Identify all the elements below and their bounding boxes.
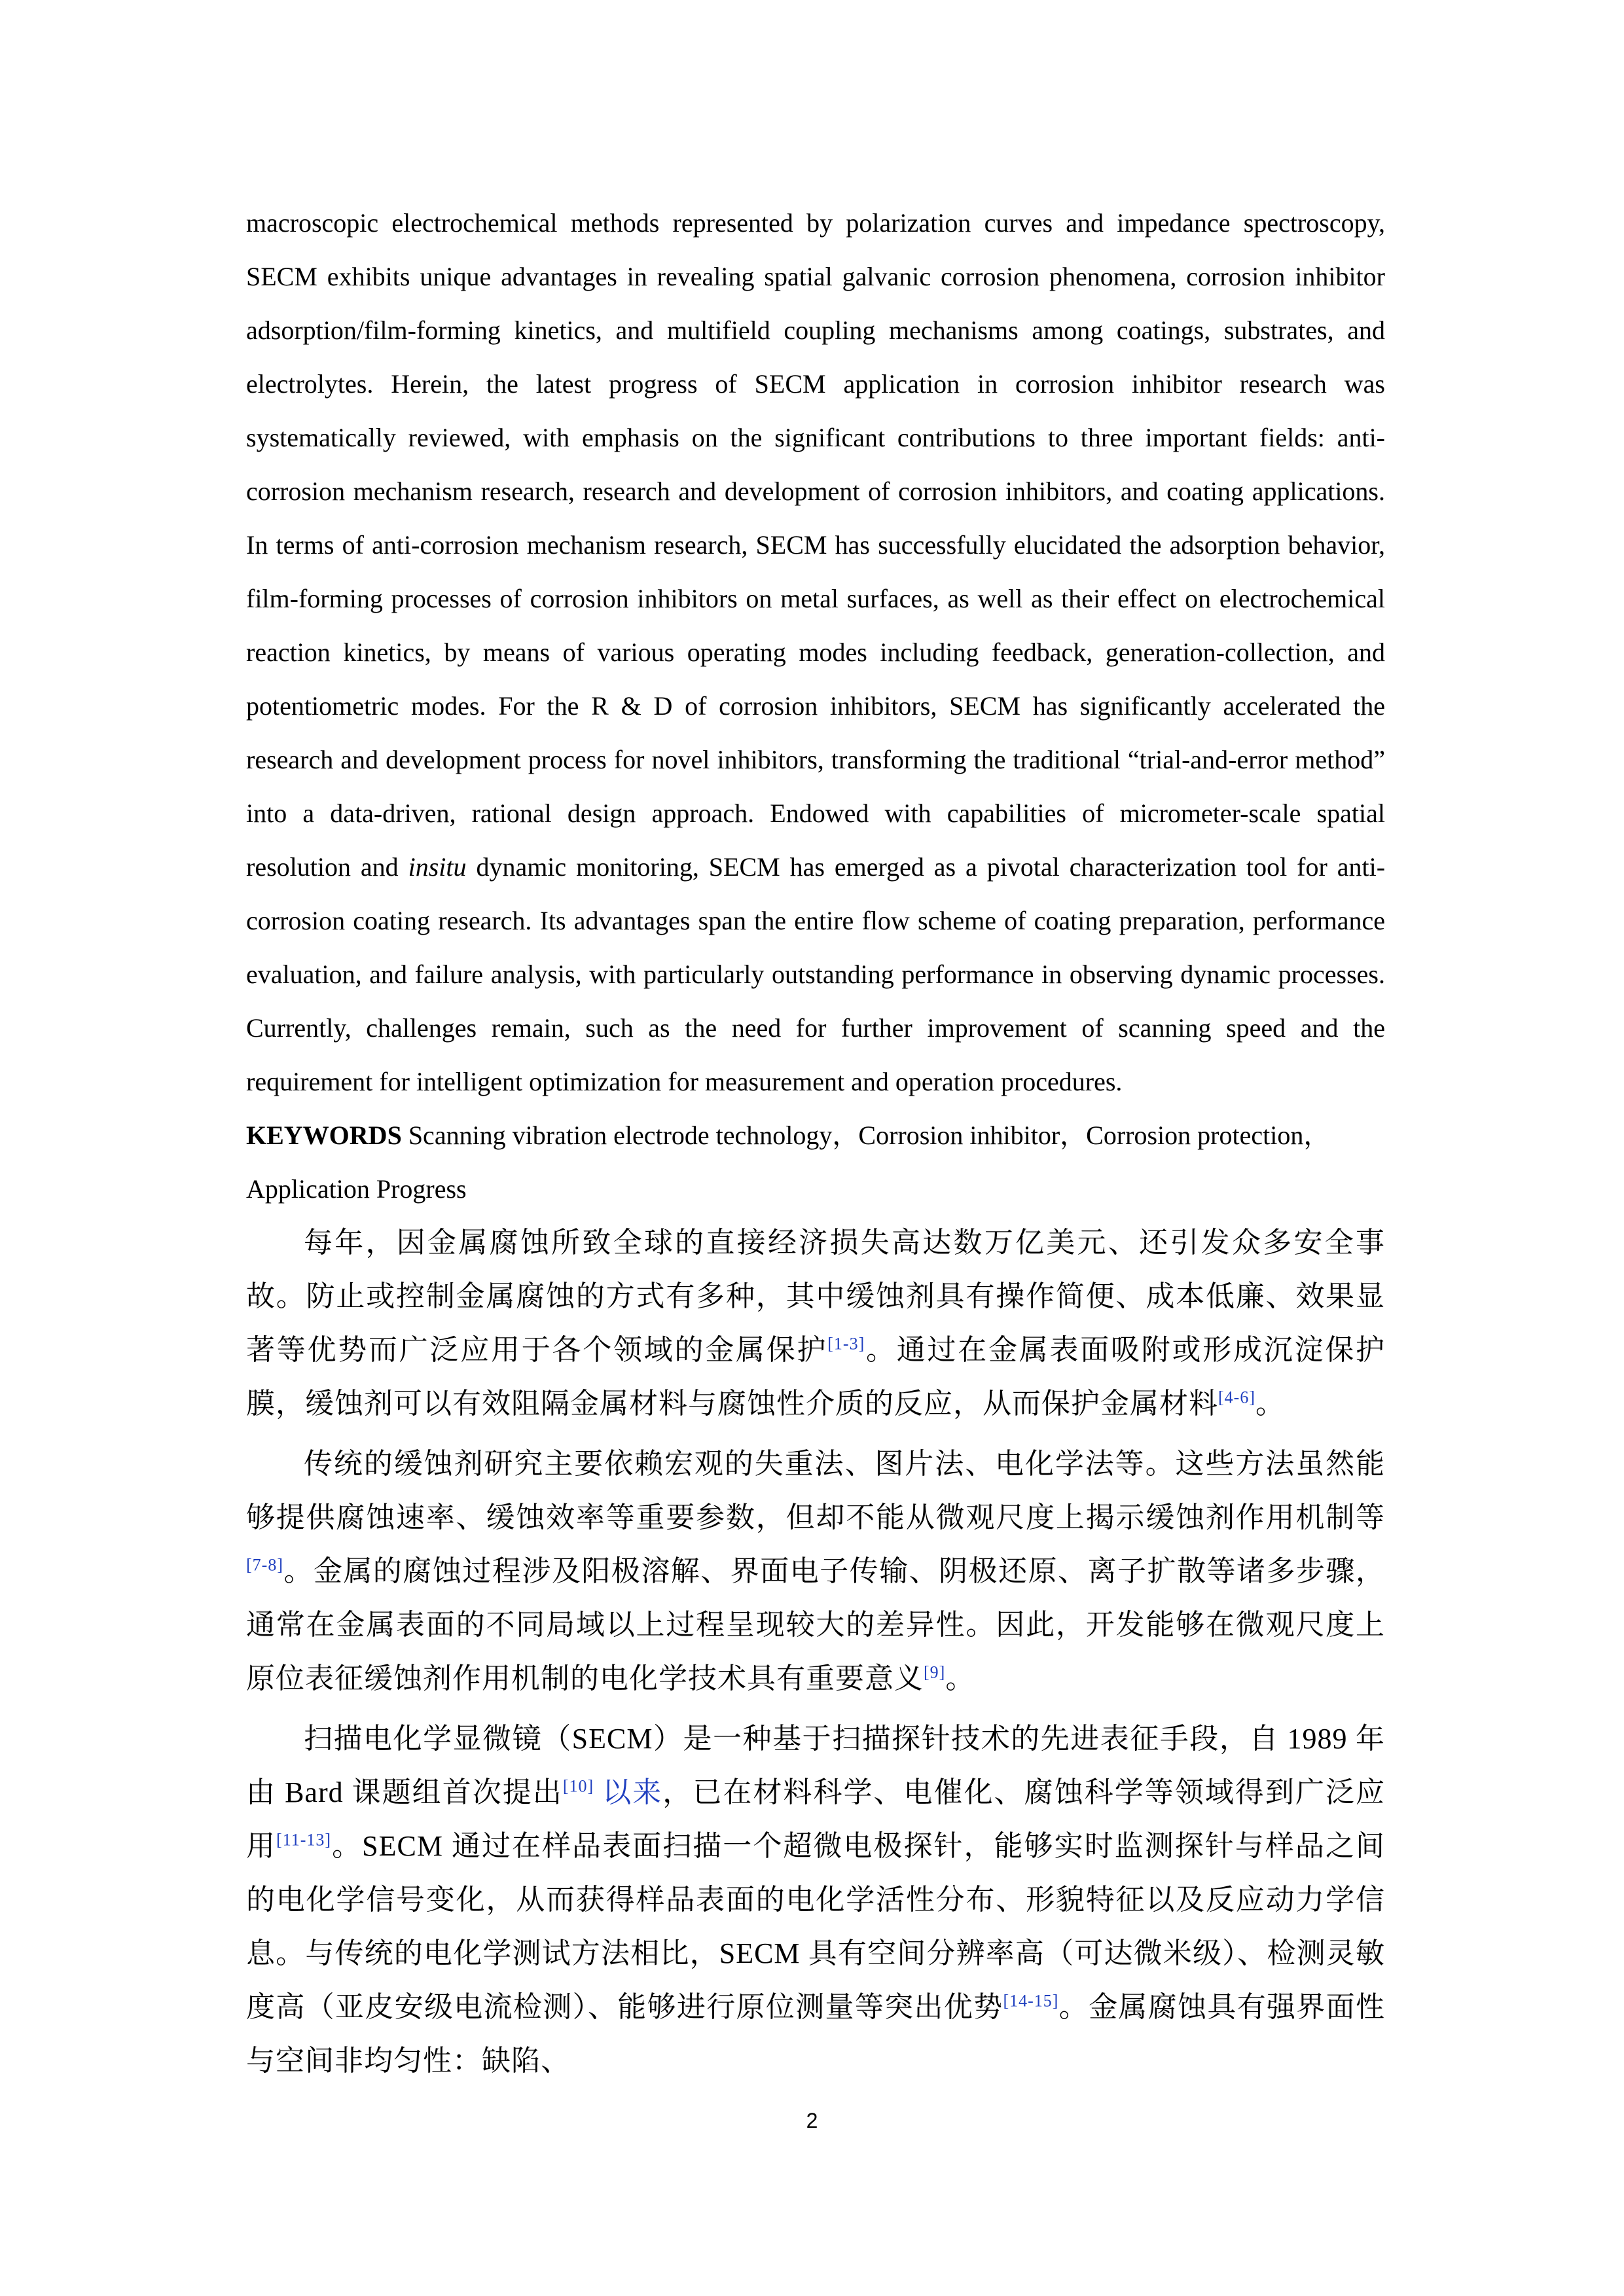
keywords-label: KEYWORDS	[246, 1121, 402, 1150]
citation-14-15[interactable]: [14-15]	[1003, 1991, 1059, 2011]
p1-sentence-3: 。	[1255, 1388, 1285, 1420]
keywords-text: Scanning vibration electrode technology，Corrosion inhibitor，Corrosion protection，Application Progress	[246, 1121, 1330, 1204]
chinese-paragraph-3	[246, 1712, 1385, 2088]
p2-sentence-1: 传统的缓蚀剂研究主要依赖宏观的失重法、图片法、电化学法等。这些方法虽然能够提供腐蚀速率、缓蚀效率等重要参数，但却不能从微观尺度上揭示缓蚀剂作用机制等	[246, 1448, 1385, 1534]
p3-sentence-4: 。金属腐蚀具有强界面性与空间非均匀性：缺陷、	[246, 1991, 1386, 2077]
citation-1-3[interactable]: [1-3]	[827, 1334, 865, 1354]
abstract-italic-term: insitu	[408, 852, 467, 882]
citation-11-13[interactable]: [11-13]	[276, 1830, 332, 1850]
page-content	[246, 196, 1385, 2094]
citation-10[interactable]: [10]	[562, 1776, 594, 1796]
keywords-line	[246, 1109, 1385, 1216]
citation-7-8[interactable]: [7-8]	[246, 1555, 283, 1575]
citation-4-6[interactable]: [4-6]	[1218, 1388, 1255, 1407]
abstract-text-part1: macroscopic electrochemical methods represented by polarization curves and impedance spectroscopy, SECM exhibits unique advantages in revealing spatial galvanic corrosion phenomena, corrosion inhibitor adsorption/film-forming kinetics, and multifield coupling mechanisms among coatings, substrates, and electrolytes. Herein, the latest progress of SECM application in corrosion inhibitor research was systematically reviewed, with emphasis on the significant contributions to three important fields: anti-corrosion mechanism research, research and development of corrosion inhibitors, and coating applications. In terms of anti-corrosion mechanism research, SECM has successfully elucidated the adsorption behavior, film-forming processes of corrosion inhibitors on metal surfaces, as well as their effect on electrochemical reaction kinetics, by means of various operating modes including feedback, generation-collection, and potentiometric modes. For the R & D of corrosion inhibitors, SECM has significantly accelerated the research and development process for novel inhibitors, transforming the traditional “trial-and-error method” into a data-driven, rational design approach. Endowed with capabilities of micrometer-scale spatial resolution and	[246, 208, 1385, 882]
p1-sentence-2: 。通过在金属表面吸附或形成沉淀保护膜，缓蚀剂可以有效阻隔金属材料与腐蚀性介质的反应，从而保护金属材料	[246, 1334, 1386, 1420]
p3-sentence-2: ，已在材料科学、电催化、腐蚀科学等领域得到广泛应用	[246, 1776, 1386, 1862]
p2-sentence-2: 。金属的腐蚀过程涉及阳极溶解、界面电子传输、阴极还原、离子扩散等诸多步骤，通常在金属表面的不同局域以上过程呈现较大的差异性。因此，开发能够在微观尺度上原位表征缓蚀剂作用机制的电化学技术具有重要意义	[246, 1555, 1385, 1695]
p1-sentence-1: 每年，因金属腐蚀所致全球的直接经济损失高达数万亿美元、还引发众多安全事故。防止或控制金属腐蚀的方式有多种，其中缓蚀剂具有操作简便、成本低廉、效果显著等优势而广泛应用于各个领域的金属保护	[246, 1227, 1385, 1366]
p3-blue-text: 以来	[594, 1776, 663, 1808]
p2-sentence-3: 。	[945, 1662, 975, 1695]
p3-sentence-1: 扫描电化学显微镜（SECM）是一种基于扫描探针技术的先进表征手段，自 1989 年由 Bard 课题组首次提出	[246, 1723, 1385, 1808]
english-abstract	[246, 196, 1385, 1109]
chinese-paragraph-1	[246, 1216, 1385, 1431]
p3-sentence-3: 。SECM 通过在样品表面扫描一个超微电极探针，能够实时监测探针与样品之间的电化学信号变化，从而获得样品表面的电化学活性分布、形貌特征以及反应动力学信息。与传统的电化学测试方法相比，SECM 具有空间分辨率高（可达微米级）、检测灵敏度高（亚皮安级电流检测）、能够进行原位测量等突出优势	[246, 1830, 1386, 2023]
chinese-paragraph-2	[246, 1437, 1385, 1706]
abstract-text-part2: dynamic monitoring, SECM has emerged as a pivotal characterization tool for anti-corrosion coating research. Its advantages span the entire flow scheme of coating preparation, performance evaluation, and failure analysis, with particularly outstanding performance in observing dynamic processes. Currently, challenges remain, such as the need for further improvement of scanning speed and the requirement for intelligent optimization for measurement and operation procedures.	[246, 852, 1386, 1096]
page-number: 2	[806, 2109, 818, 2132]
citation-9[interactable]: [9]	[924, 1662, 946, 1682]
